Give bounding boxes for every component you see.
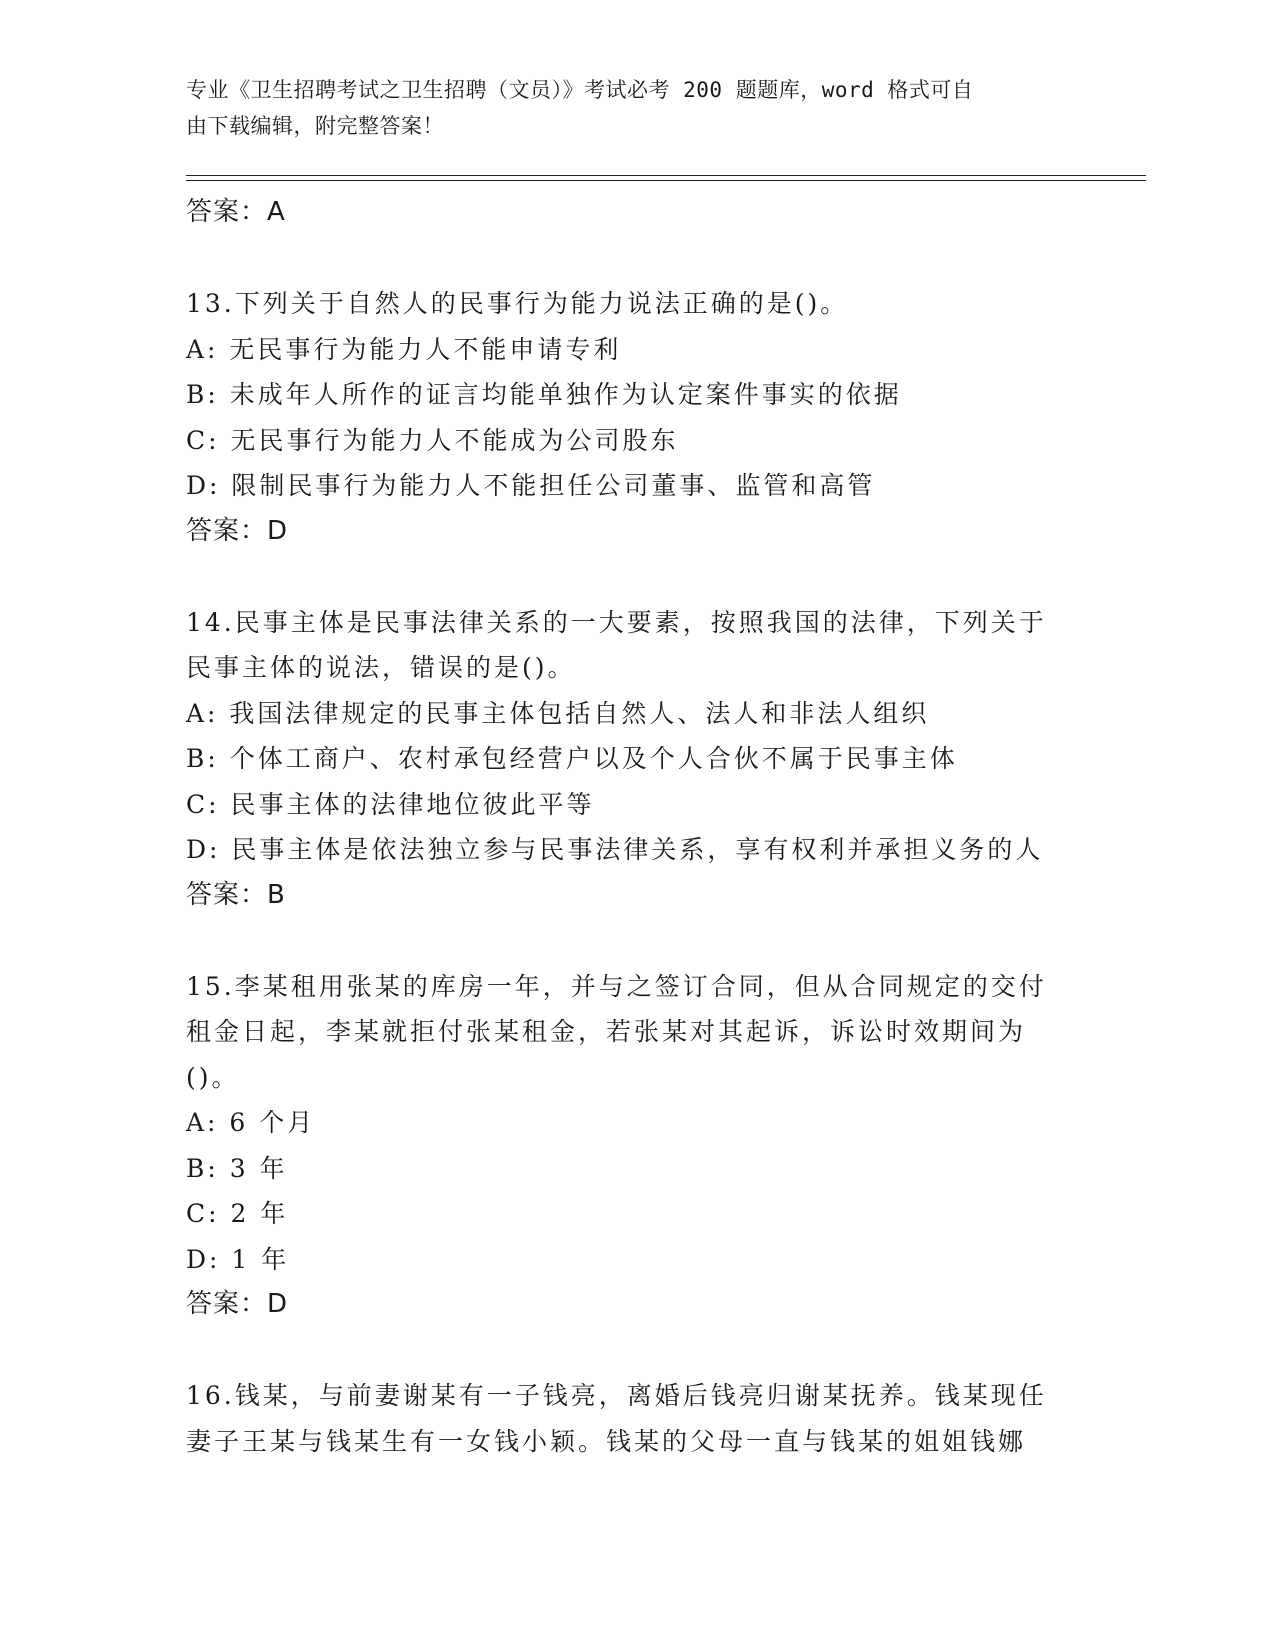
option-a: A: 6 个月 (186, 1108, 316, 1137)
header-divider (186, 175, 1146, 176)
spacer (186, 236, 1086, 282)
option-a: A: 无民事行为能力人不能申请专利 (186, 334, 622, 364)
question-13 (186, 281, 1086, 554)
question-stem: ()。 (186, 1062, 240, 1092)
header-line: 专业《卫生招聘考试之卫生招聘（文员）》考试必考 200 题题库，word 格式可自 (186, 78, 974, 102)
option-d: D: 1 年 (186, 1244, 290, 1274)
question-15 (186, 964, 1086, 1328)
option-b: B: 3 年 (186, 1153, 288, 1183)
option-b: B: 未成年人所作的证言均能单独作为认定案件事实的依据 (186, 380, 902, 409)
answer-label: 答案：D (186, 515, 289, 546)
option-c: C: 民事主体的法律地位彼此平等 (186, 789, 595, 819)
option-c: C: 2 年 (186, 1199, 289, 1228)
question-stem: 15.李某租用张某的库房一年，并与之签订合同，但从合同规定的交付 (186, 971, 1047, 1001)
option-a: A: 我国法律规定的民事主体包括自然人、法人和非法人组织 (186, 698, 930, 728)
question-stem: 民事主体的说法，错误的是()。 (186, 653, 576, 682)
question-16 (186, 1373, 1086, 1464)
question-stem: 13.下列关于自然人的民事行为能力说法正确的是()。 (186, 289, 849, 318)
answer-label: 答案：D (186, 1289, 289, 1319)
answer-label: 答案：A (186, 197, 286, 227)
spacer (186, 1328, 1086, 1374)
header-divider (186, 180, 1146, 181)
option-d: D: 民事主体是依法独立参与民事法律关系，享有权利并承担义务的人 (186, 835, 1044, 864)
document-header (186, 72, 1066, 144)
question-stem: 妻子王某与钱某生有一女钱小颖。钱某的父母一直与钱某的姐姐钱娜 (186, 1426, 1027, 1456)
question-stem: 16.钱某，与前妻谢某有一子钱亮，离婚后钱亮归谢某抚养。钱某现任 (186, 1381, 1047, 1410)
spacer (186, 918, 1086, 964)
question-list (186, 190, 1086, 1464)
answer-label: 答案：B (186, 879, 286, 910)
spacer (186, 554, 1086, 600)
option-b: B: 个体工商户、农村承包经营户以及个人合伙不属于民事主体 (186, 744, 958, 773)
option-d: D: 限制民事行为能力人不能担任公司董事、监管和高管 (186, 471, 876, 500)
option-c: C: 无民事行为能力人不能成为公司股东 (186, 425, 679, 455)
question-stem: 14.民事主体是民事法律关系的一大要素，按照我国的法律，下列关于 (186, 607, 1047, 637)
question-stem: 租金日起，李某就拒付张某租金，若张某对其起诉，诉讼时效期间为 (186, 1017, 1027, 1046)
question-14 (186, 600, 1086, 919)
header-line: 由下载编辑，附完整答案！ (186, 114, 444, 138)
